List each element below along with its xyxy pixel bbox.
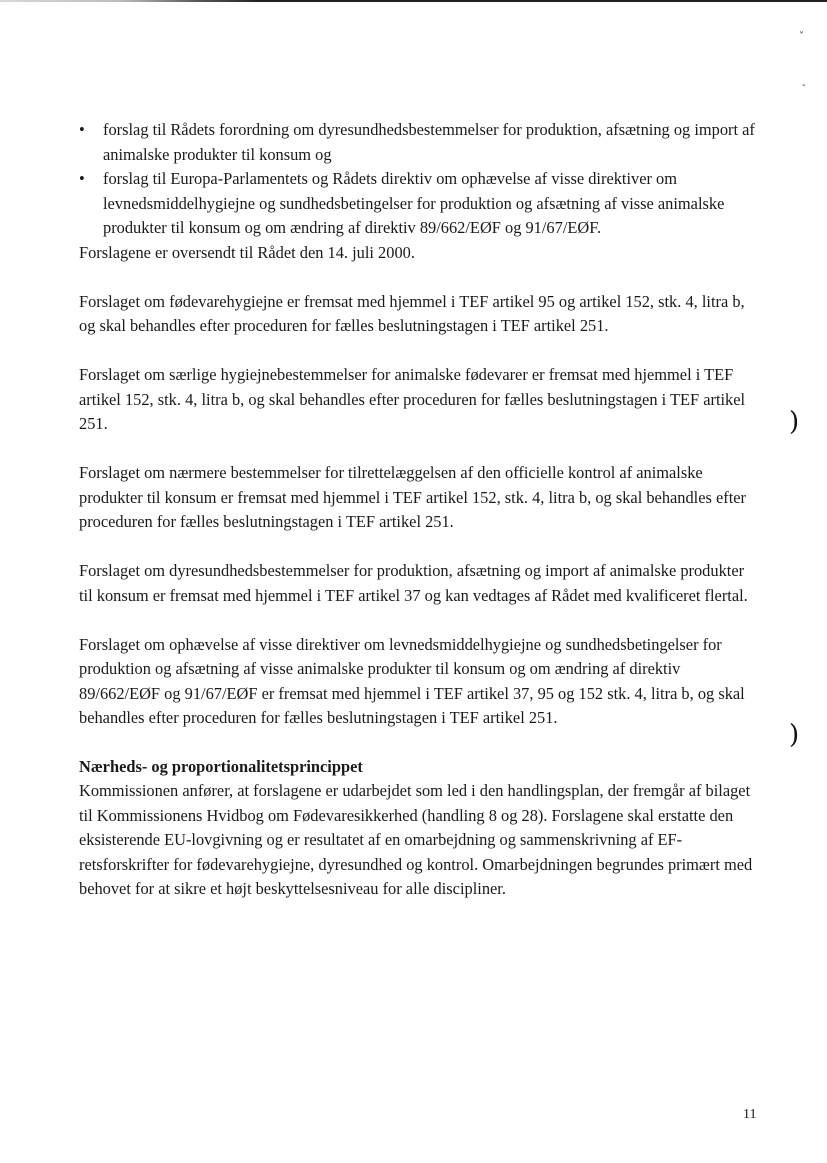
scan-dash-mark: - xyxy=(802,80,806,91)
section-heading: Nærheds- og proportionalitetsprincippet xyxy=(79,756,363,776)
body-paragraph: Forslaget om særlige hygiejnebestemmelser for animalske fødevarer er fremsat med hjemmel i TEF artikel 152, stk. 4, litra b, og skal behandles efter proceduren for fælles beslutningstagen i TEF artikel 251. xyxy=(79,365,746,433)
intro-line: Forslagene er oversendt til Rådet den 14. juli 2000. xyxy=(79,242,415,262)
body-paragraph: Forslaget om fødevarehygiejne er fremsat med hjemmel i TEF artikel 95 og artikel 152, stk. 4, litra b, og skal behandles efter proceduren for fælles beslutningstagen i TEF artikel 251. xyxy=(79,291,745,335)
proposal-list xyxy=(79,118,755,241)
list-item xyxy=(79,167,755,241)
bullet-icon: • xyxy=(79,169,85,188)
section-body: Kommissionen anfører, at forslagene er udarbejdet som led i den handlingsplan, der fremgår af bilaget til Kommissionens Hvidbog om Fødevaresikkerhed (handling 8 og 28). Forslagene skal erstatte den eksisterende EU-lovgivning og er resultatet af en omarbejdning og sammenskrivning af EF-retsforskrifter for fødevarehygiejne, dyresundhed og kontrol. Omarbejdningen begrundes primært med behovet for at sikre et højt beskyttelsesniveau for alle discipliner. xyxy=(79,781,753,898)
scan-tick-mark: ˅ xyxy=(799,31,804,42)
list-item-text: forslag til Rådets forordning om dyresundhedsbestemmelser for produktion, afsætning og import af animalske produkter til konsum og xyxy=(103,120,755,164)
document-page xyxy=(79,118,755,902)
body-paragraph: Forslaget om nærmere bestemmelser for tilrettelæggelsen af den officielle kontrol af animalske produkter til konsum er fremsat med hjemmel i TEF artikel 152, stk. 4, litra b, og skal behandles efter proceduren for fælles beslutningstagen i TEF artikel 251. xyxy=(79,463,747,531)
binding-hole-mark: ) xyxy=(789,407,800,437)
list-item xyxy=(79,118,755,167)
body-paragraph: Forslaget om dyresundhedsbestemmelser for produktion, afsætning og import af animalske produkter til konsum er fremsat med hjemmel i TEF artikel 37 og kan vedtages af Rådet med kvalificeret flertal. xyxy=(79,561,748,605)
body-paragraph: Forslaget om ophævelse af visse direktiver om levnedsmiddelhygiejne og sundhedsbetingelser for produktion og afsætning af visse animalske produkter til konsum og om ændring af direktiv 89/662/EØF og 91/67/EØF er fremsat med hjemmel i TEF artikel 37, 95 og 152 stk. 4, litra b, og skal behandles efter proceduren for fælles beslutningstagen i TEF artikel 251. xyxy=(79,634,745,727)
list-item-text: forslag til Europa-Parlamentets og Rådets direktiv om ophævelse af visse direktiver om levnedsmiddelhygiejne og sundhedsbetingelser for produktion og afsætning af visse animalske produkter til konsum og om ændring af direktiv 89/662/EØF og 91/67/EØF. xyxy=(103,169,725,237)
binding-hole-mark: ) xyxy=(789,720,800,750)
page-number: 11 xyxy=(743,1107,757,1122)
bullet-icon: • xyxy=(79,120,85,139)
top-scan-edge xyxy=(0,0,827,2)
